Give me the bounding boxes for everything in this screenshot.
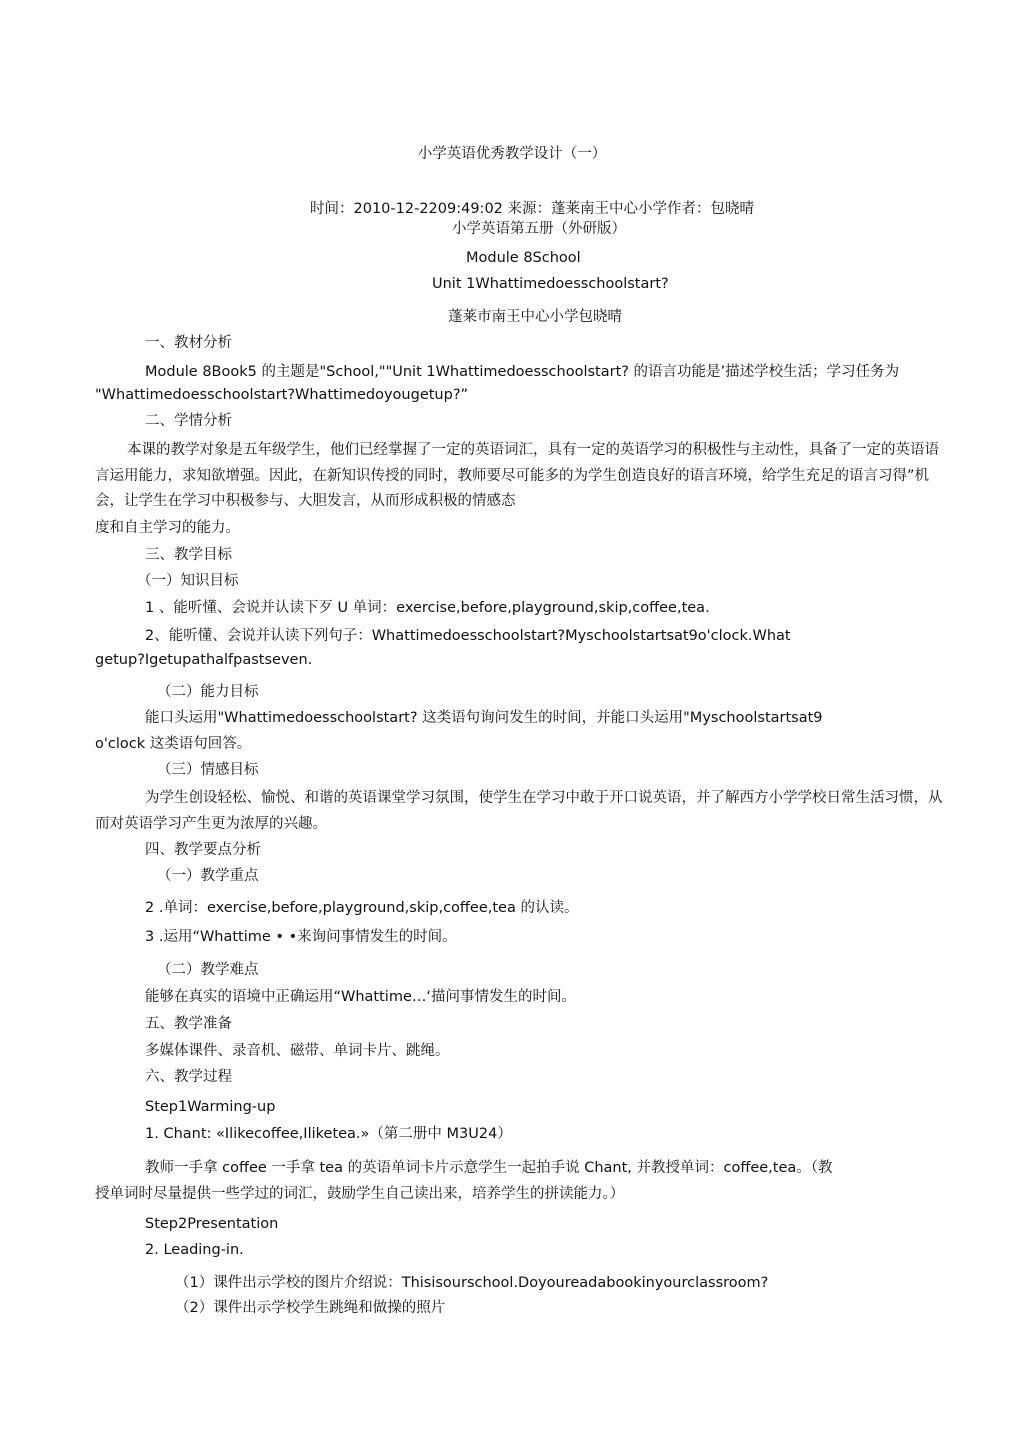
subsection-heading: （三）情感目标 <box>157 762 259 778</box>
subsection-heading: （二）能力目标 <box>157 684 259 700</box>
paragraph-line: Module 8Book5 的主题是"School,""Unit 1Whattimedoesschoolstart? 的语言功能是’描述学校生活；学习任务为 <box>145 364 900 380</box>
subsection-heading: （二）教学难点 <box>157 962 259 978</box>
school-author-line: 蓬莱市南王中心小学包晓晴 <box>448 309 622 325</box>
section-heading-1: 一、教材分析 <box>145 335 232 351</box>
paragraph-line: 能口头运用"Whattimedoesschoolstart? 这类语句询问发生的时间，并能口头运用"Myschoolstartsat9 <box>145 710 823 726</box>
list-item: 3 .运用“Whattime • •来询问事情发生的时间。 <box>145 929 457 945</box>
paragraph-line: 本课的教学对象是五年级学生，他们已经掌握了一定的英语词汇，具有一定的英语学习的积极性与主动性，具备了一定的英语语 <box>127 442 939 458</box>
paragraph-line: 授单词时尽量提供一些学过的词汇，鼓励学生自己读出来，培养学生的拼读能力。） <box>95 1186 625 1202</box>
textbook-line: 小学英语第五册（外研版） <box>452 221 626 237</box>
step-heading: Step2Presentation <box>145 1216 279 1232</box>
list-item: 1 、能听懂、会说并认读下歹 U 单词：exercise,before,playground,skip,coffee,tea. <box>145 600 710 616</box>
list-item: （1）课件出示学校的图片介绍说：Thisisourschool.Doyoureadabookinyourclassroom? <box>175 1275 769 1291</box>
section-heading-2: 二、学情分析 <box>145 413 232 429</box>
paragraph-line: 多媒体课件、录音机、磁带、单词卡片、跳绳。 <box>145 1043 450 1059</box>
paragraph-line: 能够在真实的语境中正确运用“Whattime…‘描问事情发生的时间。 <box>145 989 576 1005</box>
list-item: 2 .单词：exercise,before,playground,skip,coffee,tea 的认读。 <box>145 900 579 916</box>
paragraph-line: 会，让学生在学习中积极参与、大胆发言，从而形成积极的情感态 <box>95 493 516 509</box>
list-item: （2）课件出示学校学生跳绳和做操的照片 <box>175 1300 446 1316</box>
section-heading-6: 六、教学过程 <box>145 1069 232 1085</box>
meta-line: 时间：2010-12-2209:49:02 来源：蓬莱南王中心小学作者：包晓晴 <box>310 201 754 217</box>
list-item: 2、能听懂、会说并认读下列句子：Whattimedoesschoolstart?Myschoolstartsat9o'clock.What <box>145 628 791 644</box>
paragraph-line: 而对英语学习产生更为浓厚的兴趣。 <box>95 816 327 832</box>
document-title: 小学英语优秀教学设计（一） <box>417 146 607 162</box>
paragraph-line: "Whattimedoesschoolstart?Whattimedoyougetup?” <box>95 387 469 403</box>
list-item: 2. Leading-in. <box>145 1242 244 1258</box>
section-heading-4: 四、教学要点分析 <box>145 842 261 858</box>
section-heading-3: 三、教学目标 <box>145 547 232 563</box>
section-heading-5: 五、教学准备 <box>145 1016 232 1032</box>
paragraph-line: 教师一手拿 coffee 一手拿 tea 的英语单词卡片示意学生一起拍手说 Chant, 并教授单词：coffee,tea。（教 <box>145 1160 833 1176</box>
step-heading: Step1Warming-up <box>145 1099 276 1115</box>
list-item: 1. Chant: «Ilikecoffee,Iliketea.»（第二册中 M3U24） <box>145 1126 512 1142</box>
paragraph-line: getup?Igetupathalfpastseven. <box>95 652 313 668</box>
subsection-heading: （一）知识目标 <box>137 573 239 589</box>
paragraph-line: 言运用能力，求知欲增强。因此，在新知识传授的同时，教师要尽可能多的为学生创造良好的语言环境，给学生充足的语言习得”机 <box>95 468 930 484</box>
paragraph-line: o'clock 这类语句回答。 <box>95 736 252 752</box>
subsection-heading: （一）教学重点 <box>157 868 259 884</box>
paragraph-line: 度和自主学习的能力。 <box>95 520 240 536</box>
unit-line: Unit 1Whattimedoesschoolstart? <box>432 276 669 292</box>
paragraph-line: 为学生创设轻松、愉悦、和谐的英语课堂学习氛围，使学生在学习中敢于开口说英语，并了解西方小学学校日常生活习惯，从 <box>145 790 943 806</box>
module-line: Module 8School <box>466 250 581 266</box>
